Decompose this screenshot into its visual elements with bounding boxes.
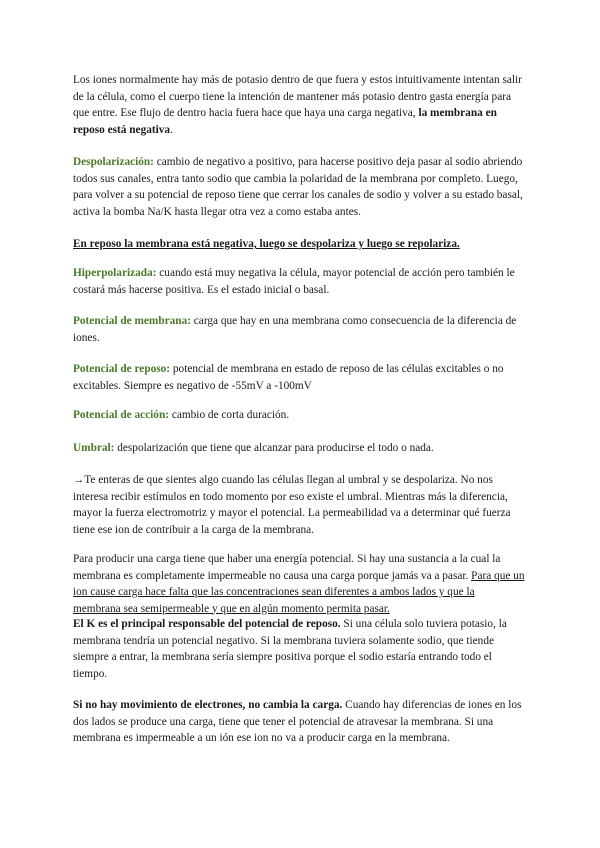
arrow-note-text: →Te enteras de que sientes algo cuando las células llegan al umbral y se despolariza. No nos interesa recibir estímulos en todo momento por eso existe el umbral. Mientras más la diferencia, mayor la fuerza electromotriz y mayor el potencial. La permeabilidad va a determinar qué fuerza tiene ese ion de contribuir a la carga de la membrana. [73, 474, 511, 536]
paragraph-electrones [73, 697, 525, 747]
paragraph-intro: Los iones normalmente hay más de potasio dentro de que fuera y estos intuitivamente intentan salir de la célula, como el cuerpo tiene la intención de mantener más potasio dentro gasta energía para que entre. Ese flujo de dentro hacia fuera hace que haya una carga negativa, la membrana en reposo está negativa. [73, 74, 522, 136]
term-potencial-accion: Potencial de acción: [73, 409, 170, 421]
definition-despolarizacion: cambio de negativo a positivo, para hacerse positivo deja pasar al sodio abriendo todos sus canales, entra tanto sodio que cambia la polaridad de la membrana por completo. Luego, para volver a su potencial de reposo tiene que cerrar los canales de sodio y volver a su estado basal, activa la bomba Na/K hasta llegar otra vez a como estaba antes. [73, 156, 523, 218]
paragraph-umbral [73, 440, 525, 457]
paragraph-arrow-note [73, 472, 525, 538]
definition-potencial-membrana: carga que hay en una membrana como consecuencia de la diferencia de iones. [73, 315, 517, 344]
paragraph-potencial-reposo [73, 361, 525, 394]
definition-umbral: despolarización que tiene que alcanzar para producirse el todo o nada. [117, 442, 434, 454]
potasio-text: Si una célula solo tuviera potasio, la membrana tendría un potencial negativo. Si la membrana tuviera solamente sodio, que tiende siempre a entrar, la membrana sería siempre positiva porque el sodio estaría entrando todo el tiempo. [73, 618, 507, 680]
paragraph-despolarizacion [73, 154, 525, 220]
term-potencial-membrana: Potencial de membrana: [73, 315, 191, 327]
paragraph-carga [73, 551, 525, 617]
term-umbral: Umbral: [73, 442, 115, 454]
electrones-text: Cuando hay diferencias de iones en los dos lados se produce una carga, tiene que tener el potencial de atravesar la membrana. Si una membrana es impermeable a un ión ese ion no va a producir carga en la membrana. [73, 699, 522, 744]
term-hiperpolarizada: Hiperpolarizada: [73, 267, 157, 279]
term-potencial-reposo: Potencial de reposo: [73, 363, 171, 375]
carga-text: Para producir una carga tiene que haber una energía potencial. Si hay una sustancia a la cual la membrana es completamente impermeable no causa una carga porque jamás va a pasar. [73, 553, 501, 582]
paragraph-potasio [73, 616, 525, 682]
intro-bold: la membrana en reposo está negativa [73, 107, 497, 136]
paragraph-summary [73, 236, 525, 253]
electrones-bold: Si no hay movimiento de electrones, no cambia la carga. [73, 699, 343, 711]
definition-potencial-accion: cambio de corta duración. [171, 409, 290, 421]
paragraph-potencial-membrana [73, 313, 525, 346]
paragraph-potencial-accion [73, 407, 525, 424]
carga-underlined: Para que un ion cause carga hace falta que las concentraciones sean diferentes a ambos lados y que la membrana sea semipermeable y que en algún momento permita pasar. [73, 569, 525, 615]
potasio-bold: El K es el principal responsable del potencial de reposo. [73, 618, 341, 630]
summary-heading: En reposo la membrana está negativa, luego se despolariza y luego se repolariza. [73, 238, 460, 250]
term-despolarizacion: Despolarización: [73, 156, 154, 168]
definition-hiperpolarizada: cuando está muy negativa la célula, mayor potencial de acción pero también le costará más hacerse positiva. Es el estado inicial o basal. [73, 267, 515, 296]
definition-potencial-reposo: potencial de membrana en estado de reposo de las células excitables o no excitables. Siempre es negativo de -55mV a -100mV [73, 363, 504, 392]
intro-text: Los iones normalmente hay más de potasio dentro de que fuera y estos intuitivamente intentan salir de la célula, como el cuerpo tiene la intención de mantener más potasio dentro gasta energía para que entre. Ese flujo de dentro hacia fuera hace que haya una carga negativa, [73, 74, 522, 119]
paragraph-hiperpolarizada [73, 265, 525, 298]
